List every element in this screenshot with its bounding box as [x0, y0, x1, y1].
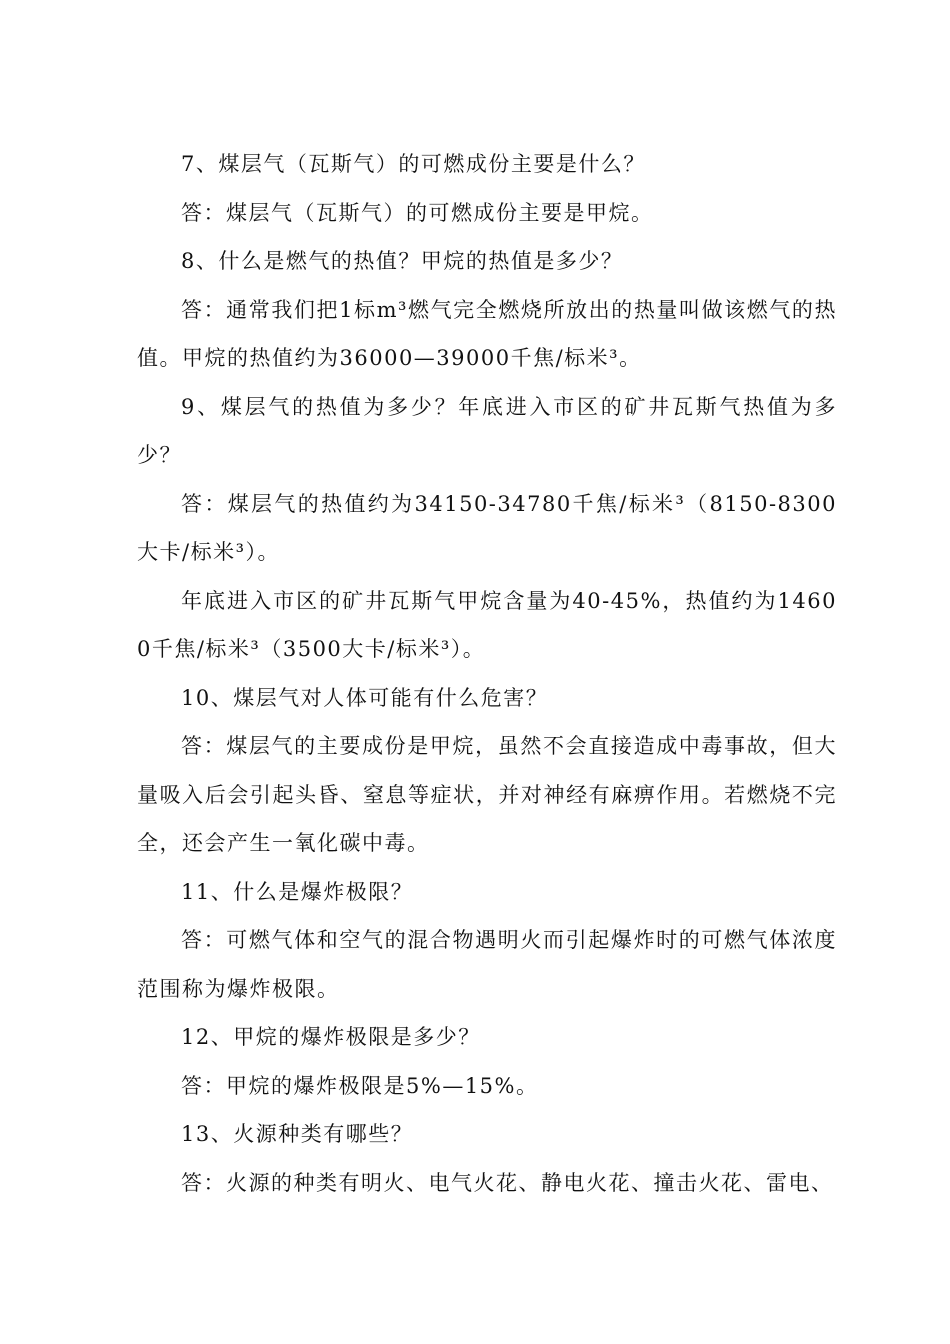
- answer-13: 答：火源的种类有明火、电气火花、静电火花、撞击火花、雷电、: [181, 1170, 834, 1195]
- question-9: 9、煤层气的热值为多少？年底进入市区的矿井瓦斯气热值为多少？: [137, 394, 837, 467]
- question-8: 8、什么是燃气的热值？甲烷的热值是多少？: [181, 249, 624, 273]
- answer-9: 答：煤层气的热值约为34150-34780千焦/标米³（8150-8300大卡/标米³）。: [137, 491, 837, 564]
- answer-8: 答：通常我们把1标m³燃气完全燃烧所放出的热量叫做该燃气的热值。甲烷的热值约为36000—39000千焦/标米³。: [137, 297, 837, 370]
- answer-7: 答：煤层气（瓦斯气）的可燃成份主要是甲烷。: [181, 200, 654, 225]
- question-7: 7、煤层气（瓦斯气）的可燃成份主要是什么？: [181, 152, 646, 176]
- answer-11: 答：可燃气体和空气的混合物遇明火而引起爆炸时的可燃气体浓度范围称为爆炸极限。: [137, 928, 837, 1001]
- question-11: 11、什么是爆炸极限？: [181, 879, 414, 904]
- question-12: 12、甲烷的爆炸极限是多少？: [181, 1025, 481, 1049]
- question-13: 13、火源种类有哪些？: [181, 1122, 414, 1146]
- question-10: 10、煤层气对人体可能有什么危害？: [181, 685, 549, 710]
- answer-9-continued: 年底进入市区的矿井瓦斯气甲烷含量为40-45%，热值约为14600千焦/标米³（3500大卡/标米³）。: [137, 588, 837, 661]
- answer-12: 答：甲烷的爆炸极限是5%—15%。: [181, 1073, 539, 1098]
- document-body: [137, 140, 837, 1207]
- answer-10: 答：煤层气的主要成份是甲烷，虽然不会直接造成中毒事故，但大量吸入后会引起头昏、窒息等症状，并对神经有麻痹作用。若燃烧不完全，还会产生一氧化碳中毒。: [137, 734, 837, 855]
